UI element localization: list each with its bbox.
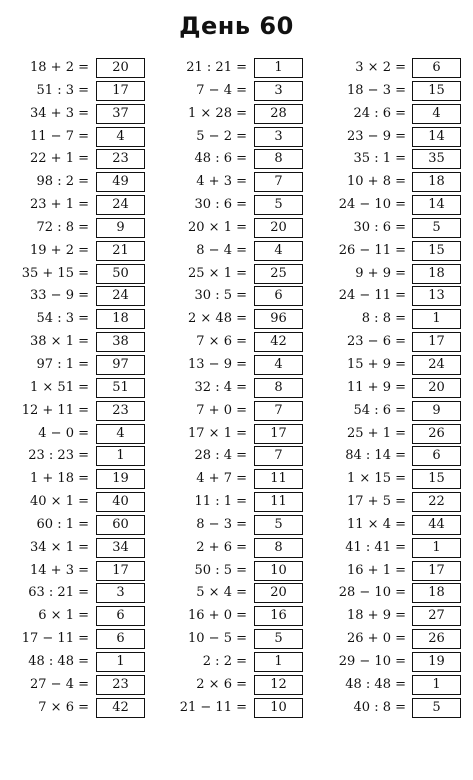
answer-box: 27 <box>412 606 461 626</box>
problem-expression: 3 × 2 = <box>355 60 406 75</box>
answer-box: 8 <box>254 149 303 169</box>
answer-box: 9 <box>96 218 145 238</box>
answer-box: 8 <box>254 538 303 558</box>
answer-box: 60 <box>96 515 145 535</box>
answer-box: 44 <box>412 515 461 535</box>
answer-box: 10 <box>254 561 303 581</box>
problem-expression: 18 + 2 = <box>30 60 89 75</box>
answer-box: 17 <box>96 561 145 581</box>
problem-expression: 32 : 4 = <box>194 379 247 395</box>
problem-expression: 20 × 1 = <box>188 219 247 235</box>
problem-expression: 1 × 15 = <box>347 471 406 487</box>
answer-box: 4 <box>254 241 303 261</box>
problem-expression: 17 − 11 = <box>21 631 89 647</box>
answer-box: 14 <box>412 127 461 147</box>
problem-expression: 40 : 8 = <box>353 699 406 715</box>
problem-expression: 30 : 5 = <box>194 288 247 304</box>
problem-expression: 16 + 0 = <box>188 608 247 624</box>
problem-expression: 41 : 41 = <box>345 539 406 555</box>
answer-box: 3 <box>254 127 303 147</box>
problem-expression: 1 × 28 = <box>188 105 247 121</box>
problem-expression: 48 : 6 = <box>194 151 247 167</box>
answer-box: 17 <box>412 332 461 352</box>
answer-box: 1 <box>254 58 303 78</box>
answer-box: 5 <box>254 629 303 649</box>
answer-box: 50 <box>96 264 145 284</box>
problem-expression: 4 + 3 = <box>196 174 247 190</box>
problem-expression: 63 : 21 = <box>28 585 89 601</box>
answer-box: 15 <box>412 469 461 489</box>
answer-box: 14 <box>412 195 461 215</box>
problem-expression: 8 − 3 = <box>196 516 247 532</box>
answer-box: 10 <box>254 698 303 718</box>
problem-expression: 21 − 11 = <box>179 699 247 715</box>
answer-box: 34 <box>96 538 145 558</box>
answer-box: 7 <box>254 172 303 192</box>
problem-expression: 8 : 8 = <box>361 311 406 327</box>
answer-box: 1 <box>412 309 461 329</box>
problem-expression: 7 × 6 = <box>196 334 247 350</box>
problem-expression: 19 + 2 = <box>30 242 89 258</box>
problem-expression: 25 + 1 = <box>347 425 406 441</box>
problem-expression: 2 : 2 = <box>202 653 247 669</box>
answer-box: 13 <box>412 286 461 306</box>
answer-box: 26 <box>412 424 461 444</box>
problem-expression: 33 − 9 = <box>30 288 89 304</box>
answer-box: 19 <box>96 469 145 489</box>
answer-box: 12 <box>254 675 303 695</box>
problem-expression: 40 × 1 = <box>30 494 89 510</box>
problem-expression: 6 × 1 = <box>38 608 89 624</box>
answer-box: 3 <box>254 81 303 101</box>
answer-box: 20 <box>412 378 461 398</box>
answer-box: 40 <box>96 492 145 512</box>
answer-box: 26 <box>412 629 461 649</box>
problem-expression: 15 + 9 = <box>347 356 406 372</box>
problem-expression: 8 − 4 = <box>196 242 247 258</box>
problem-expression: 23 − 9 = <box>347 128 406 144</box>
answer-box: 15 <box>412 81 461 101</box>
problem-expression: 23 + 1 = <box>30 197 89 213</box>
answer-box: 22 <box>412 492 461 512</box>
answer-box: 18 <box>412 172 461 192</box>
problem-expression: 1 + 18 = <box>30 471 89 487</box>
problem-expression: 24 − 11 = <box>338 288 406 304</box>
answer-box: 1 <box>412 538 461 558</box>
answer-box: 1 <box>412 675 461 695</box>
problem-expression: 4 − 0 = <box>38 425 89 441</box>
answer-box: 38 <box>96 332 145 352</box>
answer-box: 49 <box>96 172 145 192</box>
answer-box: 8 <box>254 378 303 398</box>
problem-expression: 24 − 10 = <box>338 197 406 213</box>
answer-box: 25 <box>254 264 303 284</box>
problem-expression: 7 + 0 = <box>196 402 247 418</box>
problem-expression: 21 : 21 = <box>186 60 247 75</box>
answer-box: 1 <box>96 446 145 466</box>
problem-expression: 23 − 6 = <box>347 334 406 350</box>
answer-box: 5 <box>412 698 461 718</box>
answer-box: 7 <box>254 446 303 466</box>
answer-box: 19 <box>412 652 461 672</box>
problem-expression: 18 + 9 = <box>347 608 406 624</box>
problem-expression: 11 × 4 = <box>347 516 406 532</box>
problem-expression: 54 : 6 = <box>353 402 406 418</box>
answer-box: 4 <box>96 127 145 147</box>
answer-box: 96 <box>254 309 303 329</box>
problem-expression: 23 : 23 = <box>28 448 89 464</box>
problem-expression: 51 : 3 = <box>36 82 89 98</box>
problem-expression: 17 × 1 = <box>188 425 247 441</box>
answer-box: 4 <box>254 355 303 375</box>
problem-expression: 50 : 5 = <box>194 562 247 578</box>
answer-box: 1 <box>254 652 303 672</box>
problem-expression: 98 : 2 = <box>36 174 89 190</box>
answer-box: 97 <box>96 355 145 375</box>
answer-box: 5 <box>254 515 303 535</box>
answer-box: 20 <box>254 583 303 603</box>
answer-box: 18 <box>412 583 461 603</box>
problem-expression: 2 × 48 = <box>188 311 247 327</box>
problem-expression: 18 − 3 = <box>347 82 406 98</box>
answer-box: 7 <box>254 401 303 421</box>
problem-expression: 16 + 1 = <box>347 562 406 578</box>
problem-expression: 54 : 3 = <box>36 311 89 327</box>
problem-expression: 12 + 11 = <box>21 402 89 418</box>
answer-box: 42 <box>254 332 303 352</box>
answer-box: 3 <box>96 583 145 603</box>
problem-expression: 11 + 9 = <box>347 379 406 395</box>
answer-box: 18 <box>96 309 145 329</box>
answer-box: 5 <box>412 218 461 238</box>
answer-box: 5 <box>254 195 303 215</box>
problem-expression: 28 − 10 = <box>338 585 406 601</box>
problem-expression: 2 × 6 = <box>196 676 247 692</box>
problem-expression: 28 : 4 = <box>194 448 247 464</box>
answer-box: 6 <box>412 446 461 466</box>
answer-box: 15 <box>412 241 461 261</box>
problem-expression: 72 : 8 = <box>36 219 89 235</box>
problem-expression: 1 × 51 = <box>30 379 89 395</box>
answer-box: 21 <box>96 241 145 261</box>
problem-expression: 10 + 8 = <box>347 174 406 190</box>
answer-box: 37 <box>96 104 145 124</box>
answer-box: 16 <box>254 606 303 626</box>
answer-box: 42 <box>96 698 145 718</box>
answer-box: 23 <box>96 149 145 169</box>
problem-expression: 38 × 1 = <box>30 334 89 350</box>
problem-expression: 34 × 1 = <box>30 539 89 555</box>
answer-box: 24 <box>96 195 145 215</box>
answer-box: 24 <box>96 286 145 306</box>
problem-expression: 27 − 4 = <box>30 676 89 692</box>
answer-box: 23 <box>96 675 145 695</box>
answer-box: 20 <box>96 58 145 78</box>
problem-expression: 35 + 15 = <box>21 265 89 281</box>
problem-expression: 5 × 4 = <box>196 585 247 601</box>
problem-expression: 30 : 6 = <box>353 219 406 235</box>
problem-expression: 11 : 1 = <box>194 494 247 510</box>
problem-expression: 97 : 1 = <box>36 356 89 372</box>
problem-expression: 26 − 11 = <box>338 242 406 258</box>
problem-expression: 7 × 6 = <box>38 699 89 715</box>
answer-box: 17 <box>412 561 461 581</box>
problem-expression: 48 : 48 = <box>345 676 406 692</box>
answer-box: 6 <box>96 606 145 626</box>
problem-expression: 24 : 6 = <box>353 105 406 121</box>
answer-box: 4 <box>96 424 145 444</box>
answer-box: 11 <box>254 469 303 489</box>
problem-expression: 11 − 7 = <box>30 128 89 144</box>
answer-box: 6 <box>254 286 303 306</box>
answer-box: 17 <box>96 81 145 101</box>
problem-expression: 5 − 2 = <box>196 128 247 144</box>
page-title: День 60 <box>179 12 294 40</box>
answer-box: 6 <box>96 629 145 649</box>
problem-expression: 25 × 1 = <box>188 265 247 281</box>
problem-expression: 22 + 1 = <box>30 151 89 167</box>
answer-box: 51 <box>96 378 145 398</box>
problem-expression: 26 + 0 = <box>347 631 406 647</box>
answer-box: 17 <box>254 424 303 444</box>
problem-expression: 30 : 6 = <box>194 197 247 213</box>
problem-expression: 29 − 10 = <box>338 653 406 669</box>
answer-box: 20 <box>254 218 303 238</box>
answer-box: 6 <box>412 58 461 78</box>
answer-box: 28 <box>254 104 303 124</box>
problem-expression: 2 + 6 = <box>196 539 247 555</box>
answer-box: 35 <box>412 149 461 169</box>
problem-expression: 4 + 7 = <box>196 471 247 487</box>
problem-expression: 14 + 3 = <box>30 562 89 578</box>
problem-expression: 35 : 1 = <box>353 151 406 167</box>
answer-box: 24 <box>412 355 461 375</box>
problem-expression: 7 − 4 = <box>196 82 247 98</box>
problem-expression: 84 : 14 = <box>345 448 406 464</box>
problem-expression: 13 − 9 = <box>188 356 247 372</box>
answer-box: 18 <box>412 264 461 284</box>
answer-box: 11 <box>254 492 303 512</box>
answer-box: 9 <box>412 401 461 421</box>
problem-expression: 17 + 5 = <box>347 494 406 510</box>
problem-expression: 48 : 48 = <box>28 653 89 669</box>
problem-expression: 34 + 3 = <box>30 105 89 121</box>
problem-expression: 9 + 9 = <box>355 265 406 281</box>
answer-box: 1 <box>96 652 145 672</box>
problem-expression: 60 : 1 = <box>36 516 89 532</box>
answer-box: 23 <box>96 401 145 421</box>
problem-expression: 10 − 5 = <box>188 631 247 647</box>
answer-box: 4 <box>412 104 461 124</box>
